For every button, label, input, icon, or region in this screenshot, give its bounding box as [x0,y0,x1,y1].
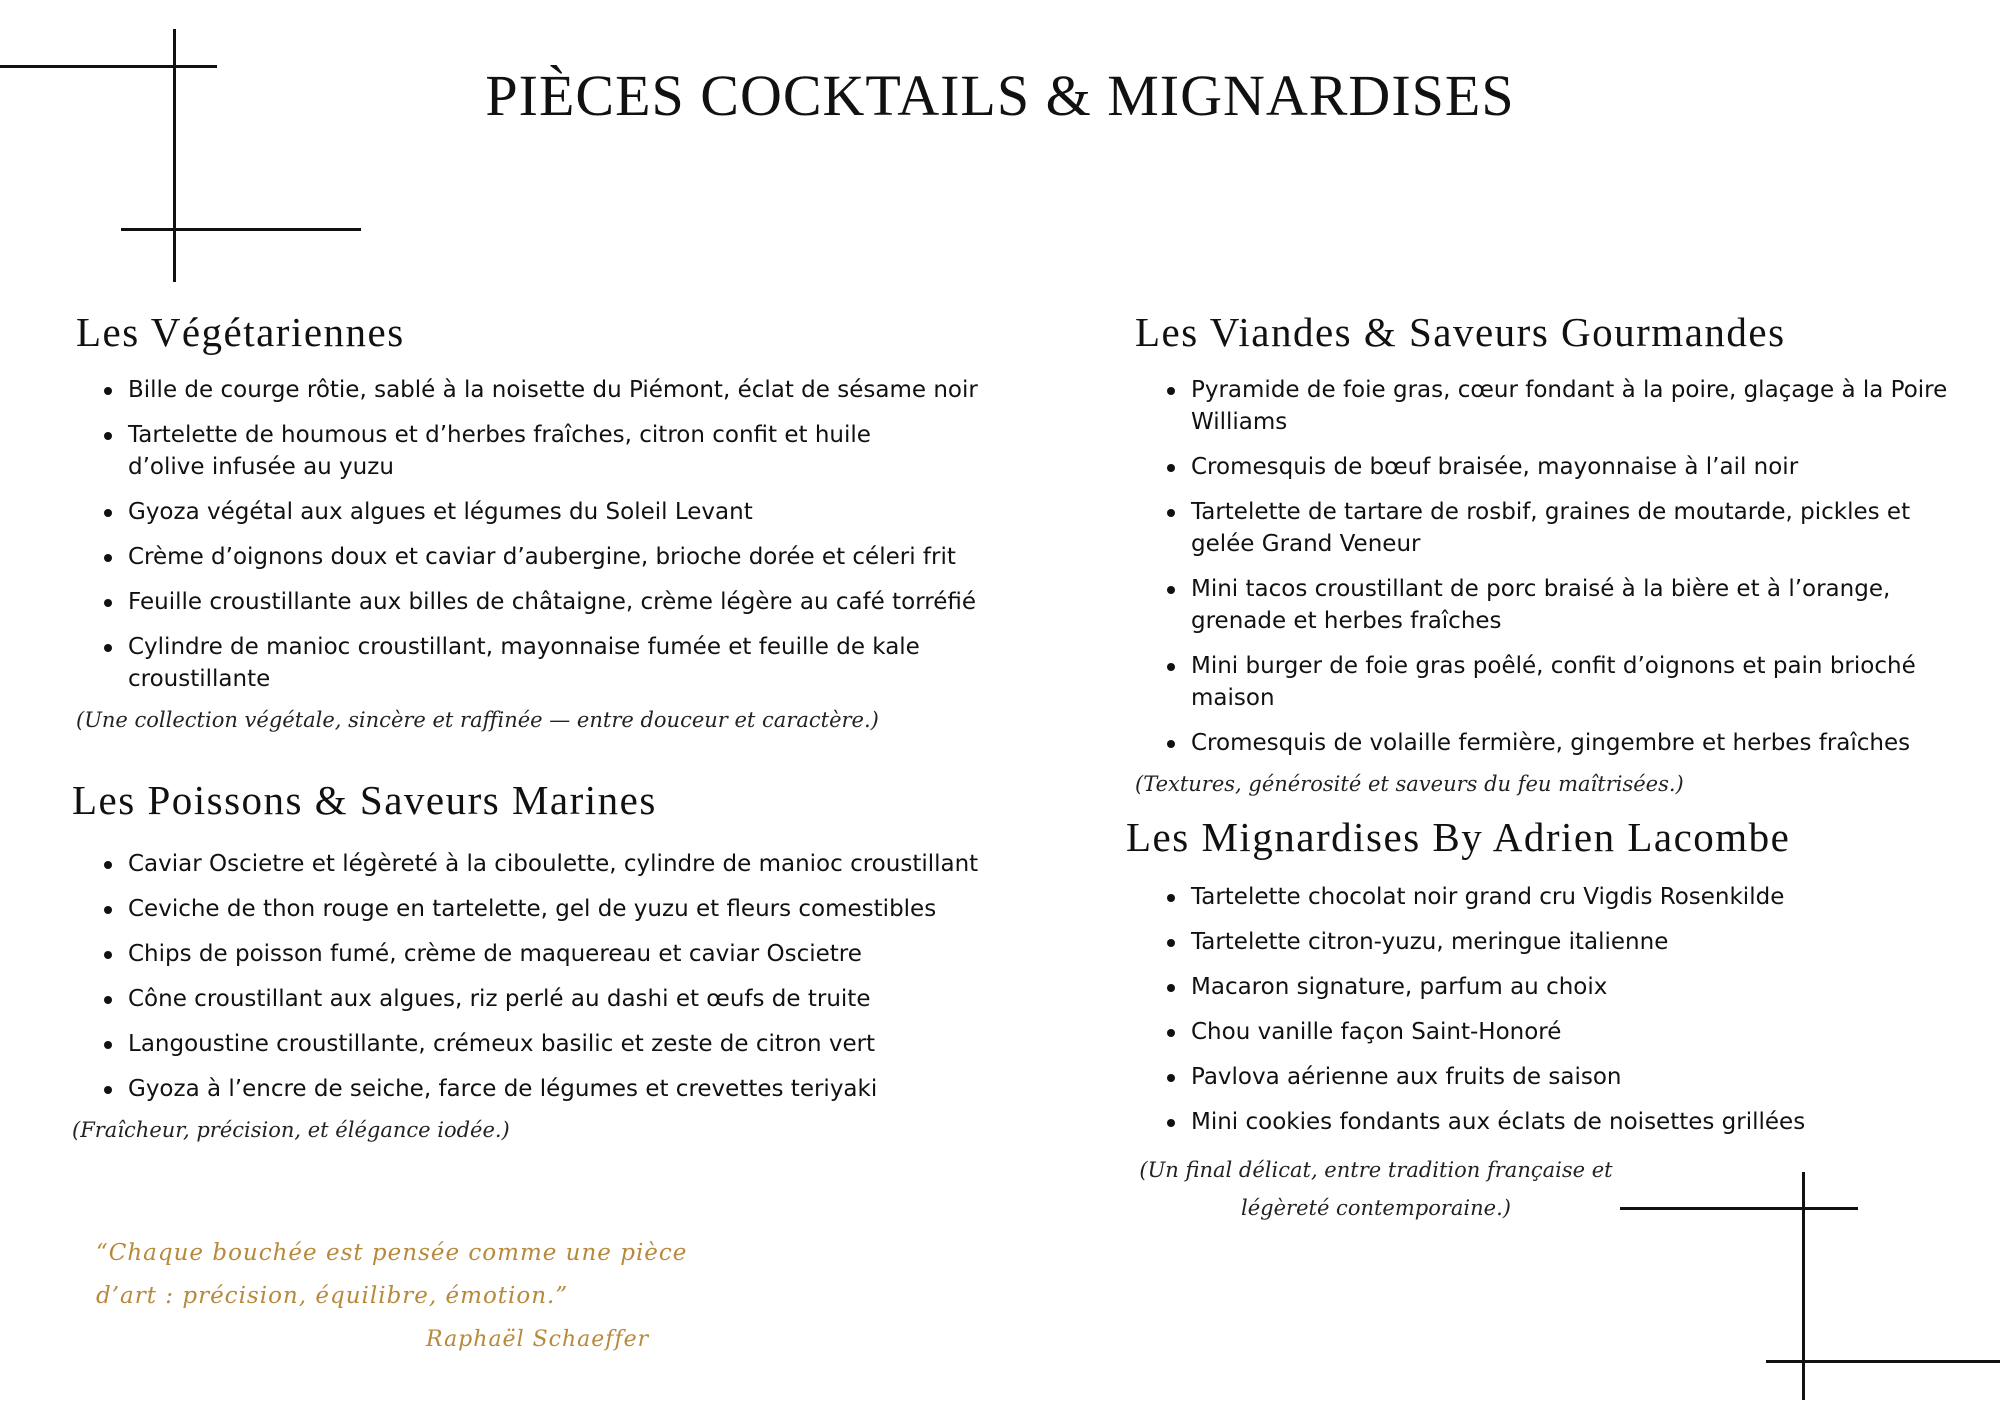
section-mignardises [1126,813,1966,1227]
section-heading: Les Viandes & Saveurs Gourmandes [1135,309,1786,355]
list-item: Ceviche de thon rouge en tartelette, gel de yuzu et fleurs comestibles [128,893,1052,925]
section-poissons [72,776,1052,1142]
list-item: Cromesquis de bœuf braisée, mayonnaise à l’ail noir [1191,451,1965,483]
section-vegetariennes [76,308,1036,732]
list-item: Cône croustillant aux algues, riz perlé au dashi et œufs de truite [128,983,1052,1015]
list-item: Caviar Oscietre et légèreté à la ciboulette, cylindre de manioc croustillant [128,848,1052,880]
list-item: Tartelette chocolat noir grand cru Vigdis Rosenkilde [1191,881,1966,913]
list-item: Tartelette citron-yuzu, meringue italienne [1191,926,1966,958]
list-item: Tartelette de tartare de rosbif, graines de moutarde, pickles et gelée Grand Veneur [1191,496,1965,560]
quote-text: “Chaque bouchée est pensée comme une pièce d’art : précision, équilibre, émotion.” [96,1240,688,1309]
list-item: Gyoza à l’encre de seiche, farce de légumes et crevettes teriyaki [128,1073,1052,1105]
signature-quote [96,1232,736,1361]
list-item: Feuille croustillante aux billes de châtaigne, crème légère au café torréfié [128,586,1036,618]
item-list [72,848,1052,1105]
list-item: Pavlova aérienne aux fruits de saison [1191,1061,1966,1093]
corner-decoration-bottom-right-horizontal-2 [1766,1360,2000,1363]
list-item: Langoustine croustillante, crémeux basilic et zeste de citron vert [128,1028,1052,1060]
list-item: Mini burger de foie gras poêlé, confit d’oignons et pain brioché maison [1191,650,1965,714]
list-item: Mini cookies fondants aux éclats de noisettes grillées [1191,1106,1966,1138]
list-item: Cylindre de manioc croustillant, mayonnaise fumée et feuille de kale croustillante [128,631,1008,695]
section-heading: Les Végétariennes [76,309,405,355]
list-item: Gyoza végétal aux algues et légumes du Soleil Levant [128,496,1036,528]
item-list [1135,374,1965,759]
list-item: Crème d’oignons doux et caviar d’aubergine, brioche dorée et céleri frit [128,541,1036,573]
list-item: Bille de courge rôtie, sablé à la noisette du Piémont, éclat de sésame noir [128,374,1036,406]
list-item: Mini tacos croustillant de porc braisé à la bière et à l’orange, grenade et herbes fraîches [1191,573,1965,637]
item-list [1126,881,1966,1138]
list-item: Cromesquis de volaille fermière, gingembre et herbes fraîches [1191,727,1965,759]
section-note: (Fraîcheur, précision, et élégance iodée.) [72,1118,510,1142]
item-list [76,374,1036,695]
list-item: Tartelette de houmous et d’herbes fraîches, citron confit et huile d’olive infusée au yuzu [128,419,918,483]
section-note: (Une collection végétale, sincère et raffinée — entre douceur et caractère.) [76,708,879,732]
section-heading: Les Poissons & Saveurs Marines [72,777,657,823]
list-item: Chips de poisson fumé, crème de maquereau et caviar Oscietre [128,938,1052,970]
list-item: Pyramide de foie gras, cœur fondant à la poire, glaçage à la Poire Williams [1191,374,1965,438]
section-note: (Un final délicat, entre tradition française et légèreté contemporaine.) [1139,1158,1613,1220]
corner-decoration-top-left-horizontal-2 [121,228,361,231]
page-title: PIÈCES COCKTAILS & MIGNARDISES [485,63,1515,128]
section-heading: Les Mignardises By Adrien Lacombe [1126,814,1791,860]
section-note: (Textures, générosité et saveurs du feu maîtrisées.) [1135,772,1684,796]
section-viandes [1135,308,1965,796]
list-item: Macaron signature, parfum au choix [1191,971,1966,1003]
quote-author: Raphaël Schaeffer [426,1327,650,1352]
list-item: Chou vanille façon Saint-Honoré [1191,1016,1966,1048]
